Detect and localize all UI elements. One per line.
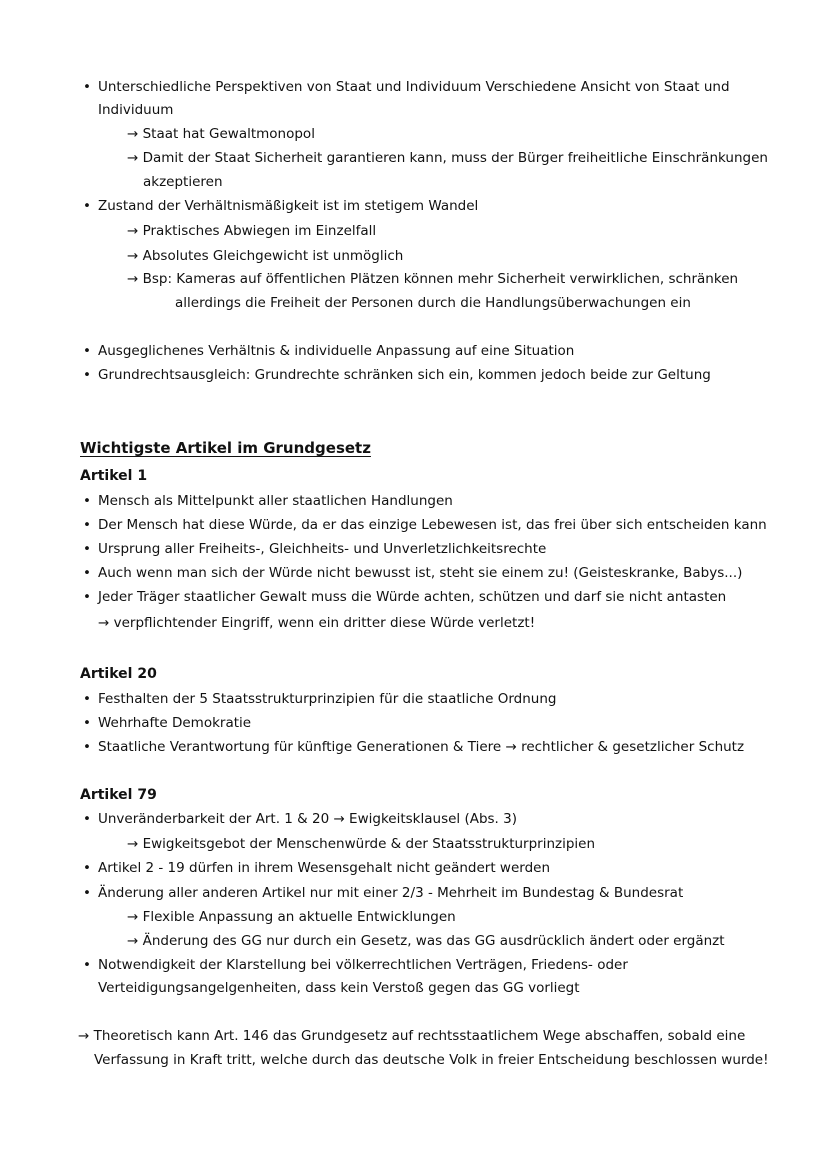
- art1-title: Artikel 1: [80, 468, 148, 484]
- intro-sub-1: → Staat hat Gewaltmonopol: [127, 126, 315, 142]
- bullet: •: [83, 715, 91, 731]
- bullet: •: [83, 198, 91, 214]
- art20-bullet-2: Wehrhafte Demokratie: [98, 715, 252, 731]
- bullet: •: [83, 493, 91, 509]
- intro-bullet-1: Unterschiedliche Perspektiven von Staat und Individuum Verschiedene Ansicht von Staat und: [98, 79, 730, 95]
- bullet: •: [83, 565, 91, 581]
- section-heading: Wichtigste Artikel im Grundgesetz: [80, 439, 371, 457]
- art1-sub-1: → verpflichtender Eingriff, wenn ein dritter diese Würde verletzt!: [98, 615, 536, 631]
- art79-bullet-3: Änderung aller anderen Artikel nur mit einer 2/3 - Mehrheit im Bundestag & Bundesrat: [98, 885, 684, 901]
- art1-bullet-5: Jeder Träger staatlicher Gewalt muss die Würde achten, schützen und darf sie nicht antasten: [98, 589, 727, 605]
- art1-bullet-4: Auch wenn man sich der Würde nicht bewusst ist, steht sie einem zu! (Geisteskranke, Babys...): [98, 565, 743, 581]
- intro-sub-4: → Absolutes Gleichgewicht ist unmöglich: [127, 248, 404, 264]
- bullet: •: [83, 860, 91, 876]
- bullet: •: [83, 691, 91, 707]
- intro-bullet-2: Zustand der Verhältnismäßigkeit ist im stetigem Wandel: [98, 198, 479, 214]
- art79-sub-2: → Flexible Anpassung an aktuelle Entwicklungen: [127, 909, 456, 925]
- art20-title: Artikel 20: [80, 666, 157, 682]
- bullet: •: [83, 517, 91, 533]
- intro-sub-5-cont: allerdings die Freiheit der Personen durch die Handlungsüberwachungen ein: [175, 295, 691, 311]
- art20-bullet-3: Staatliche Verantwortung für künftige Generationen & Tiere → rechtlicher & gesetzlicher Schutz: [98, 739, 745, 755]
- intro-sub-3: → Praktisches Abwiegen im Einzelfall: [127, 223, 377, 239]
- art79-sub-1: → Ewigkeitsgebot der Menschenwürde & der Staatsstrukturprinzipien: [127, 836, 596, 852]
- art20-bullet-1: Festhalten der 5 Staatsstrukturprinzipien für die staatliche Ordnung: [98, 691, 557, 707]
- intro-sub-2: → Damit der Staat Sicherheit garantieren kann, muss der Bürger freiheitliche Einschränkungen: [127, 150, 768, 166]
- art79-bullet-2: Artikel 2 - 19 dürfen in ihrem Wesensgehalt nicht geändert werden: [98, 860, 551, 876]
- intro-sub-5: → Bsp: Kameras auf öffentlichen Plätzen können mehr Sicherheit verwirklichen, schränken: [127, 271, 739, 287]
- bullet: •: [83, 589, 91, 605]
- art79-bullet-1: Unveränderbarkeit der Art. 1 & 20 → Ewigkeitsklausel (Abs. 3): [98, 811, 517, 827]
- art1-bullet-2: Der Mensch hat diese Würde, da er das einzige Lebewesen ist, das frei über sich entscheiden kann: [98, 517, 767, 533]
- intro-bullet-3: Ausgeglichenes Verhältnis & individuelle Anpassung auf eine Situation: [98, 343, 575, 359]
- art1-bullet-3: Ursprung aller Freiheits-, Gleichheits- und Unverletzlichkeitsrechte: [98, 541, 547, 557]
- art79-title: Artikel 79: [80, 787, 157, 803]
- closing-line-2: Verfassung in Kraft tritt, welche durch das deutsche Volk in freier Entscheidung beschlossen wurde!: [94, 1052, 769, 1068]
- art79-bullet-4: Notwendigkeit der Klarstellung bei völkerrechtlichen Verträgen, Friedens- oder: [98, 957, 628, 973]
- intro-sub-2-cont: akzeptieren: [143, 174, 223, 190]
- bullet: •: [83, 885, 91, 901]
- bullet: •: [83, 739, 91, 755]
- art79-sub-3: → Änderung des GG nur durch ein Gesetz, was das GG ausdrücklich ändert oder ergänzt: [127, 933, 725, 949]
- bullet: •: [83, 343, 91, 359]
- intro-bullet-1-cont: Individuum: [98, 102, 174, 118]
- art79-bullet-4-cont: Verteidigungsangelgenheiten, dass kein Verstoß gegen das GG vorliegt: [98, 980, 580, 996]
- bullet: •: [83, 811, 91, 827]
- intro-bullet-4: Grundrechtsausgleich: Grundrechte schränken sich ein, kommen jedoch beide zur Geltung: [98, 367, 711, 383]
- bullet: •: [83, 957, 91, 973]
- bullet: •: [83, 79, 91, 95]
- closing-line-1: → Theoretisch kann Art. 146 das Grundgesetz auf rechtsstaatlichem Wege abschaffen, sobald eine: [78, 1028, 746, 1044]
- bullet: •: [83, 541, 91, 557]
- bullet: •: [83, 367, 91, 383]
- art1-bullet-1: Mensch als Mittelpunkt aller staatlichen Handlungen: [98, 493, 453, 509]
